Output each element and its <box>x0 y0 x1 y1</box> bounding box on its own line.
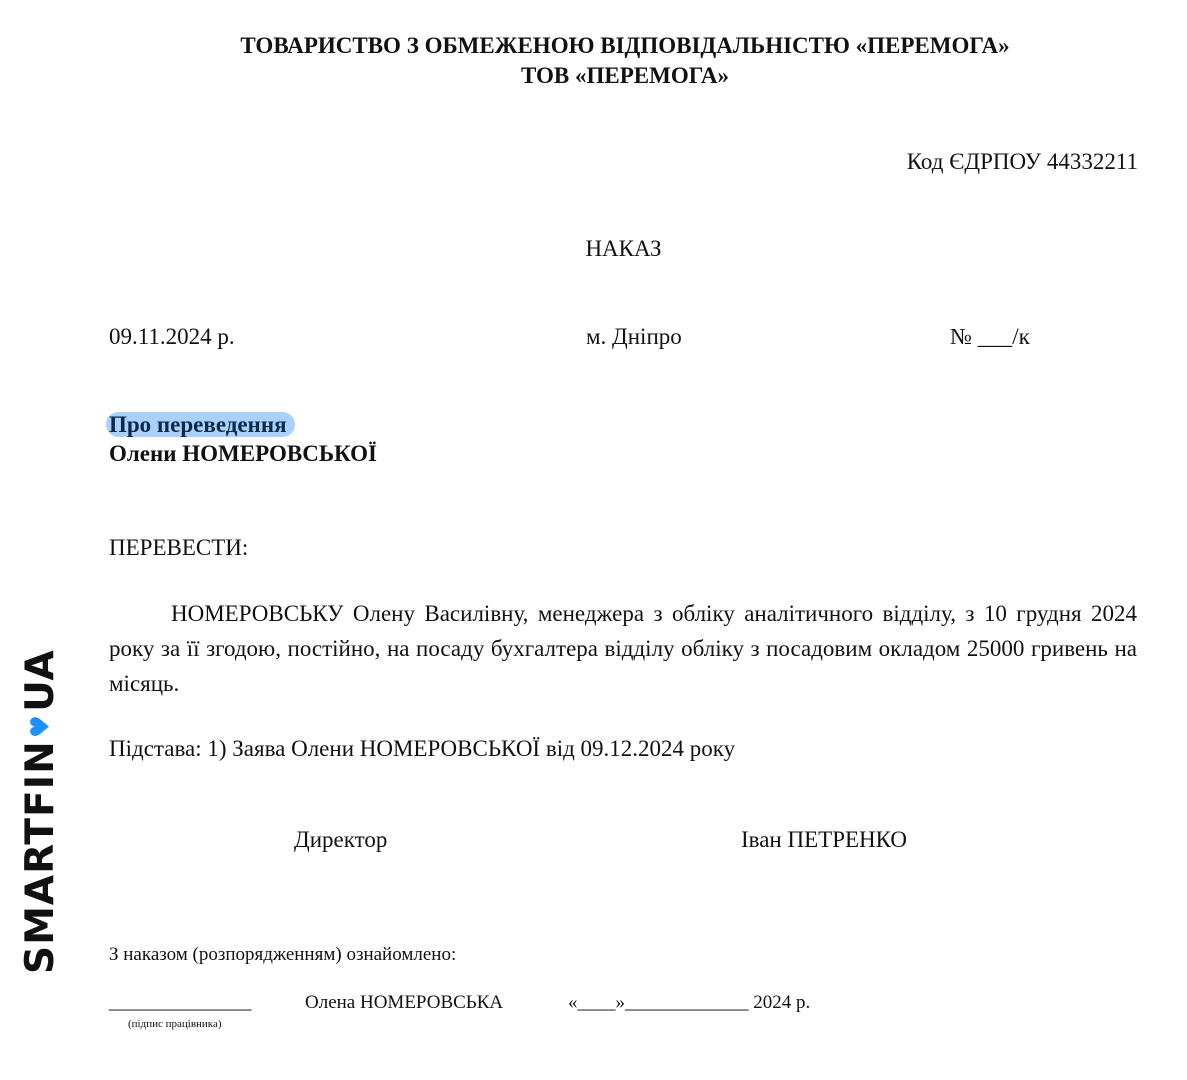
employee-name: Олена НОМЕРОВСЬКА <box>305 992 504 1013</box>
document-number: № ___/к <box>950 324 1030 349</box>
document-city: м. Дніпро <box>586 324 682 349</box>
signer-position: Директор <box>294 827 388 852</box>
edrpou-code: Код ЄДРПОУ 44332211 <box>906 149 1138 174</box>
order-basis: Підстава: 1) Заява Олени НОМЕРОВСЬКОЇ від 09.12.2024 року <box>109 736 736 761</box>
document-type: НАКАЗ <box>585 236 662 261</box>
heart-icon: ♥ <box>25 713 56 739</box>
order-text: НОМЕРОВСЬКУ Олену Василівну, менеджера з обліку аналітичного відділу, з 10 грудня 2024 року за її згодою, постійно, на посаду бухгалтера відділу обліку з посадовим окладом 25000 гривень на місяць. <box>109 601 1137 696</box>
document-date: 09.11.2024 р. <box>109 324 235 349</box>
org-short-name: ТОВ «ПЕРЕМОГА» <box>521 63 729 88</box>
signature-line: _______________ <box>109 992 252 1013</box>
order-verb: ПЕРЕВЕСТИ: <box>109 535 249 560</box>
highlighted-subject: Про переведення <box>106 412 295 437</box>
subject-line-2: Олени НОМЕРОВСЬКОЇ <box>109 441 377 466</box>
signature-caption: (підпис працівника) <box>128 1018 222 1030</box>
acknowledgement-date: «____»_____________ 2024 р. <box>568 992 811 1013</box>
watermark-right: UA <box>18 649 63 712</box>
acknowledgement-label: З наказом (розпорядженням) ознайомлено: <box>109 944 457 965</box>
org-full-name: ТОВАРИСТВО З ОБМЕЖЕНОЮ ВІДПОВІДАЛЬНІСТЮ «ПЕРЕМОГА» <box>240 33 1010 58</box>
signer-name: Іван ПЕТРЕНКО <box>741 827 908 852</box>
subject-line-1 <box>109 412 295 438</box>
watermark-left: SMARTFIN <box>18 740 63 974</box>
smartfin-watermark <box>18 649 63 974</box>
